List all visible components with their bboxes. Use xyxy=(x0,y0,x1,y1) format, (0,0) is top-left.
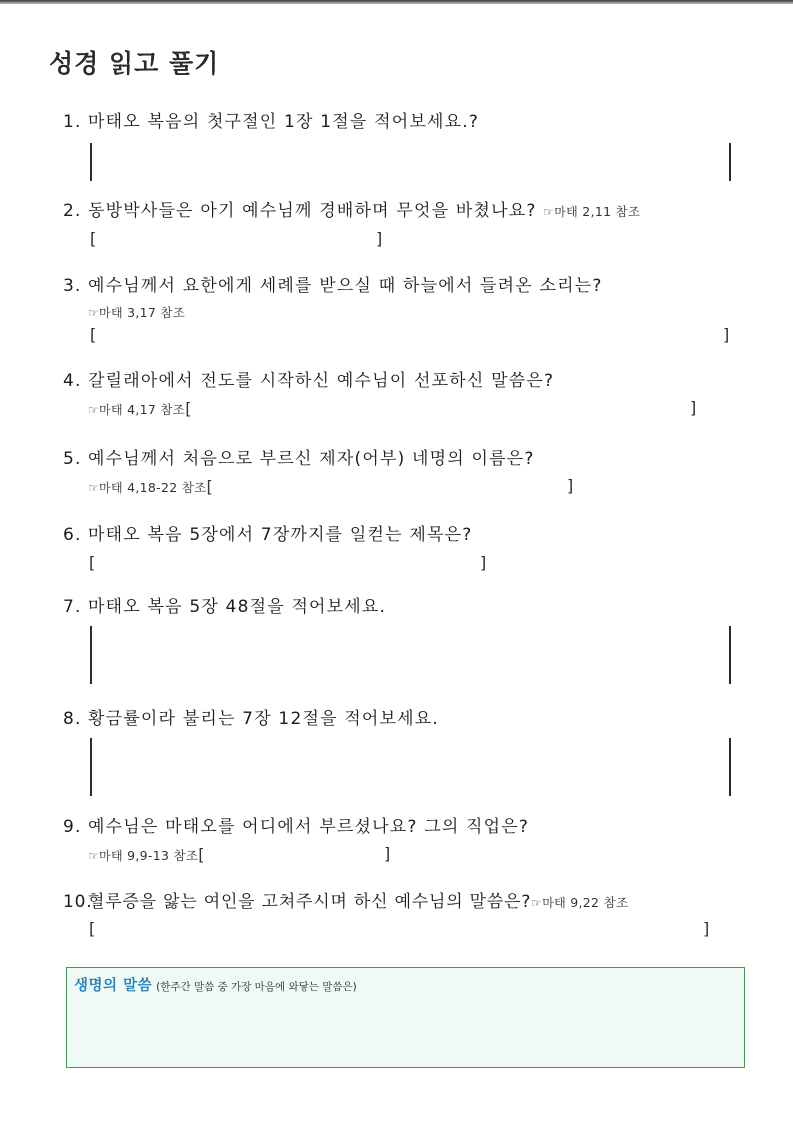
question-number: 2. xyxy=(63,201,82,221)
answer-bracket-open xyxy=(90,143,92,181)
pointing-hand-icon: ☞마태 xyxy=(88,481,123,495)
question-number: 10. xyxy=(63,892,93,912)
question-number: 1. xyxy=(63,112,82,132)
question-number: 6. xyxy=(63,525,82,545)
question-number: 9. xyxy=(63,817,82,837)
pointing-hand-icon: ☞마태 xyxy=(531,896,566,910)
answer-bracket-close: ] xyxy=(723,325,730,344)
answer-bracket-close xyxy=(729,143,731,181)
answer-bracket-open xyxy=(90,738,92,796)
pointing-hand-icon: ☞마태 xyxy=(88,306,123,320)
answer-bracket-open: [ xyxy=(206,477,214,496)
question-text: 마태오 복음의 첫구절인 1장 1절을 적어보세요.? xyxy=(88,112,480,132)
question-number: 8. xyxy=(63,709,82,729)
question-7 xyxy=(63,596,386,618)
answer-bracket-close: ] xyxy=(703,919,710,938)
question-text: 마태오 복음 5장 48절을 적어보세요. xyxy=(88,597,387,617)
answer-bracket-close: ] xyxy=(384,844,391,863)
word-of-life-subtitle: (한주간 말씀 중 가장 마음에 와닿는 말씀은) xyxy=(156,981,357,993)
answer-bracket-open: [ xyxy=(89,919,96,938)
answer-bracket-close: ] xyxy=(480,553,487,572)
question-number: 3. xyxy=(63,276,82,296)
reference-note: ☞마태 9,22 참조 xyxy=(531,895,629,910)
word-of-life-title: 생명의 말씀 (한주간 말씀 중 가장 마음에 와닿는 말씀은) xyxy=(74,978,357,994)
reference-note: ☞마태 4,18-22 참조[ xyxy=(88,477,214,496)
question-text: 예수님은 마태오를 어디에서 부르셨나요? 그의 직업은? xyxy=(88,817,530,837)
question-5 xyxy=(63,448,535,470)
answer-bracket-open: [ xyxy=(89,553,96,572)
pointing-hand-icon: ☞마태 xyxy=(88,849,123,863)
reference-note: ☞마태 9,9-13 참조[ xyxy=(88,845,205,864)
word-of-life-box[interactable] xyxy=(66,967,745,1068)
question-6 xyxy=(63,524,472,546)
question-1 xyxy=(63,111,479,133)
question-text: 황금률이라 불리는 7장 12절을 적어보세요. xyxy=(88,709,440,729)
answer-bracket-open: [ xyxy=(90,229,97,248)
answer-bracket-close: ] xyxy=(567,476,574,495)
question-text: 갈릴래아에서 전도를 시작하신 예수님이 선포하신 말씀은? xyxy=(88,371,555,391)
answer-bracket-open xyxy=(90,626,92,684)
answer-bracket-close: ] xyxy=(376,229,383,248)
question-text: 혈루증을 앓는 여인을 고쳐주시며 하신 예수님의 말씀은? xyxy=(88,892,532,912)
question-9 xyxy=(63,816,529,838)
page-title: 성경 읽고 풀기 xyxy=(49,49,220,78)
reference-note: ☞마태 4,17 참조[ xyxy=(88,399,192,418)
top-rule xyxy=(0,0,793,4)
answer-bracket-open: [ xyxy=(185,399,192,418)
reference-note: ☞마태 2,11 참조 xyxy=(543,204,641,219)
question-number: 5. xyxy=(63,449,82,469)
pointing-hand-icon: ☞마태 xyxy=(543,205,579,219)
question-4 xyxy=(63,370,554,392)
answer-bracket-close xyxy=(729,626,731,684)
answer-bracket-close: ] xyxy=(690,398,697,417)
answer-bracket-open: [ xyxy=(198,845,205,864)
question-text: 마태오 복음 5장에서 7장까지를 일컫는 제목은? xyxy=(88,525,473,545)
question-number: 7. xyxy=(63,597,82,617)
question-10 xyxy=(63,891,628,914)
reference-note: ☞마태 3,17 참조 xyxy=(88,305,186,320)
question-text: 예수님께서 처음으로 부르신 제자(어부) 네명의 이름은? xyxy=(88,449,535,469)
question-text: 예수님께서 요한에게 세례를 받으실 때 하늘에서 들려온 소리는? xyxy=(88,276,603,296)
question-3 xyxy=(63,275,603,297)
pointing-hand-icon: ☞마태 xyxy=(88,403,123,417)
answer-bracket-close xyxy=(729,738,731,796)
question-number: 4. xyxy=(63,371,82,391)
question-text: 동방박사들은 아기 예수님께 경배하며 무엇을 바쳤나요? xyxy=(88,201,537,221)
question-8 xyxy=(63,708,439,730)
question-2 xyxy=(63,200,640,223)
answer-bracket-open: [ xyxy=(90,325,97,344)
